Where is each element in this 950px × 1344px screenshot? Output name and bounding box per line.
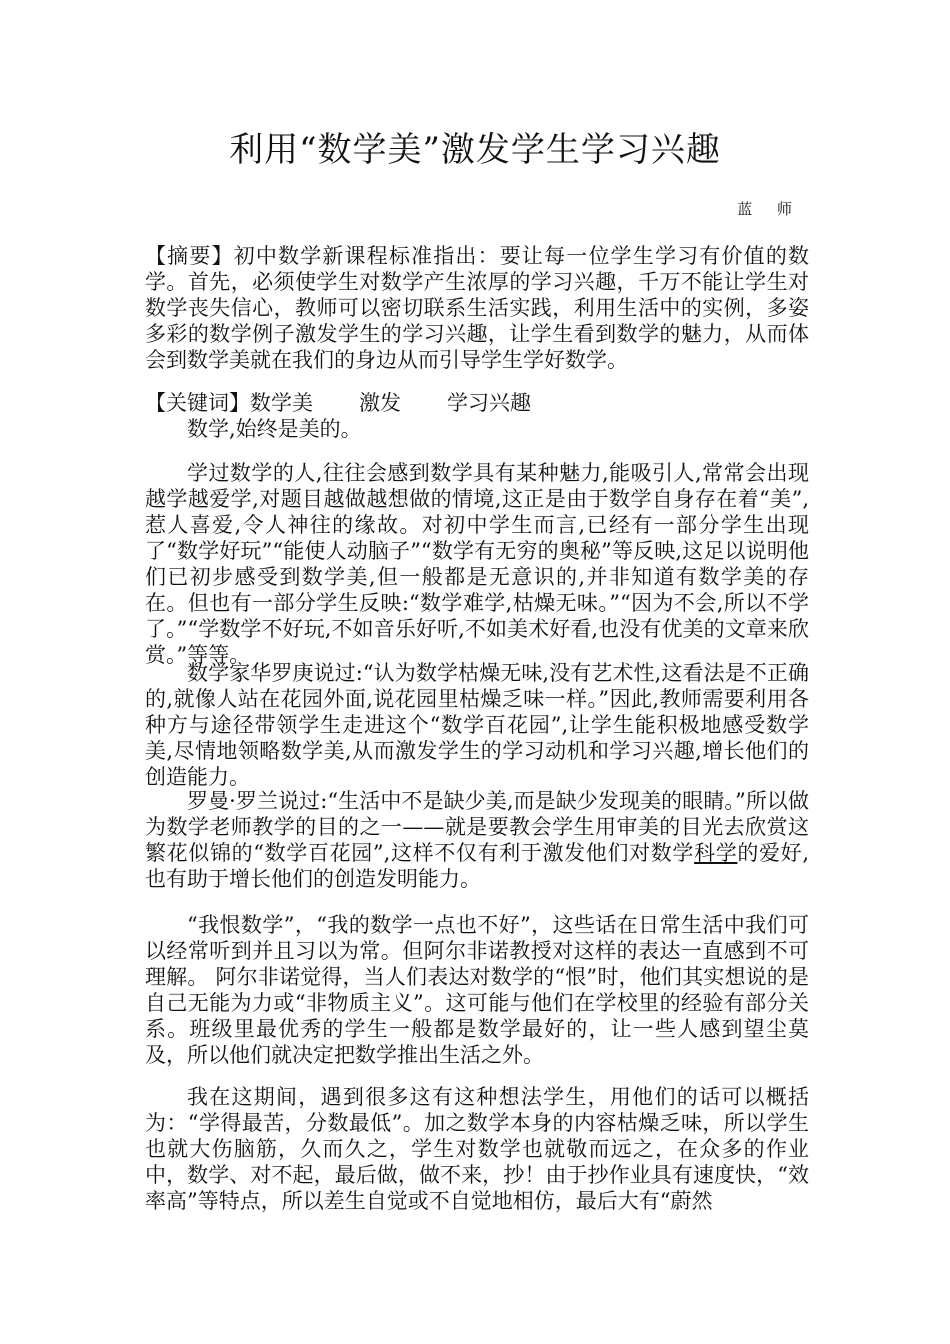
keyword-item: 学习兴趣 (447, 391, 531, 415)
body-paragraph: “我恨数学”，“我的数学一点也不好”，这些话在日常生活中我们可以经常听到并且习以为常。但阿尔非诺教授对这样的表达一直感到不可理解。 阿尔非诺觉得，当人们表达对数学的“恨”时，他们其实想说的是自己无能为力或“非物质主义”。这可能与他们在学校里的经验有部分关系。班级里最优秀的学生一般都是数学最好的，让一些人感到望尘莫及，所以他们就决定把数学推出生活之外。 (145, 913, 809, 1067)
keywords-label: 【关键词】 (145, 391, 250, 415)
science-link[interactable]: 科学 (694, 841, 738, 865)
paragraph-text: 的爱好,也有助于增长他们的创造发明能力。 (145, 841, 810, 891)
body-paragraph (145, 788, 809, 892)
abstract-paragraph: 【摘要】初中数学新课程标准指出：要让每一位学生学习有价值的数学。首先，必须使学生对数学产生浓厚的学习兴趣，千万不能让学生对数学丧失信心，教师可以密切联系生活实践，利用生活中的实例，多姿多彩的数学例子激发学生的学习兴趣，让学生看到数学的魅力，从而体会到数学美就在我们的身边从而引导学生学好数学。 (145, 244, 809, 372)
keyword-item: 激发 (359, 391, 401, 415)
keyword-item: 数学美 (250, 391, 313, 415)
keywords-line (145, 390, 809, 416)
body-paragraph: 我在这期间，遇到很多这有这种想法学生，用他们的话可以概括为：“学得最苦，分数最低”。加之数学本身的内容枯燥乏味，所以学生也就大伤脑筋，久而久之，学生对数学也就敬而远之，在众多的作业中，数学、对不起，最后做，做不来，抄！由于抄作业具有速度快，“效率高”等特点，所以差生自觉或不自觉地相仿，最后大有“蔚然 (145, 1085, 809, 1213)
paragraph-text: 罗曼·罗兰说过:“生活中不是缺少美,而是缺少发现美的眼睛。”所以做为数学老师教学的目的之一——就是要教会学生用审美的目光去欣赏这繁花似锦的“数学百花园”,这样不仅有利于激发他们对数学 (145, 789, 809, 865)
body-paragraph: 学过数学的人,往往会感到数学具有某种魅力,能吸引人,常常会出现越学越爱学,对题目越做越想做的情境,这正是由于数学自身存在着“美”,惹人喜爱,令人神往的缘故。对初中学生而言,已经有一部分学生出现了“数学好玩”“能使人动脑子”“数学有无穷的奥秘”等反映,这足以说明他们已初步感受到数学美,但一般都是无意识的,并非知道有数学美的存在。但也有一部分学生反映:“数学难学,枯燥无味。”“因为不会,所以不学了。”“学数学不好玩,不如音乐好听,不如美术好看,也没有优美的文章来欣赏。”等等。 (145, 461, 809, 667)
body-paragraph: 数学,始终是美的。 (187, 417, 362, 441)
document-title: 利用“数学美”激发学生学习兴趣 (229, 130, 721, 170)
author-name: 蓝 师 (737, 200, 802, 218)
body-paragraph: 数学家华罗庚说过:“认为数学枯燥无味,没有艺术性,这看法是不正确的,就像人站在花园外面,说花园里枯燥乏味一样。”因此,教师需要利用各种方与途径带领学生走进这个“数学百花园”,让学生能积极地感受数学美,尽情地领略数学美,从而激发学生的学习动机和学习兴趣,增长他们的创造能力。 (145, 661, 809, 789)
